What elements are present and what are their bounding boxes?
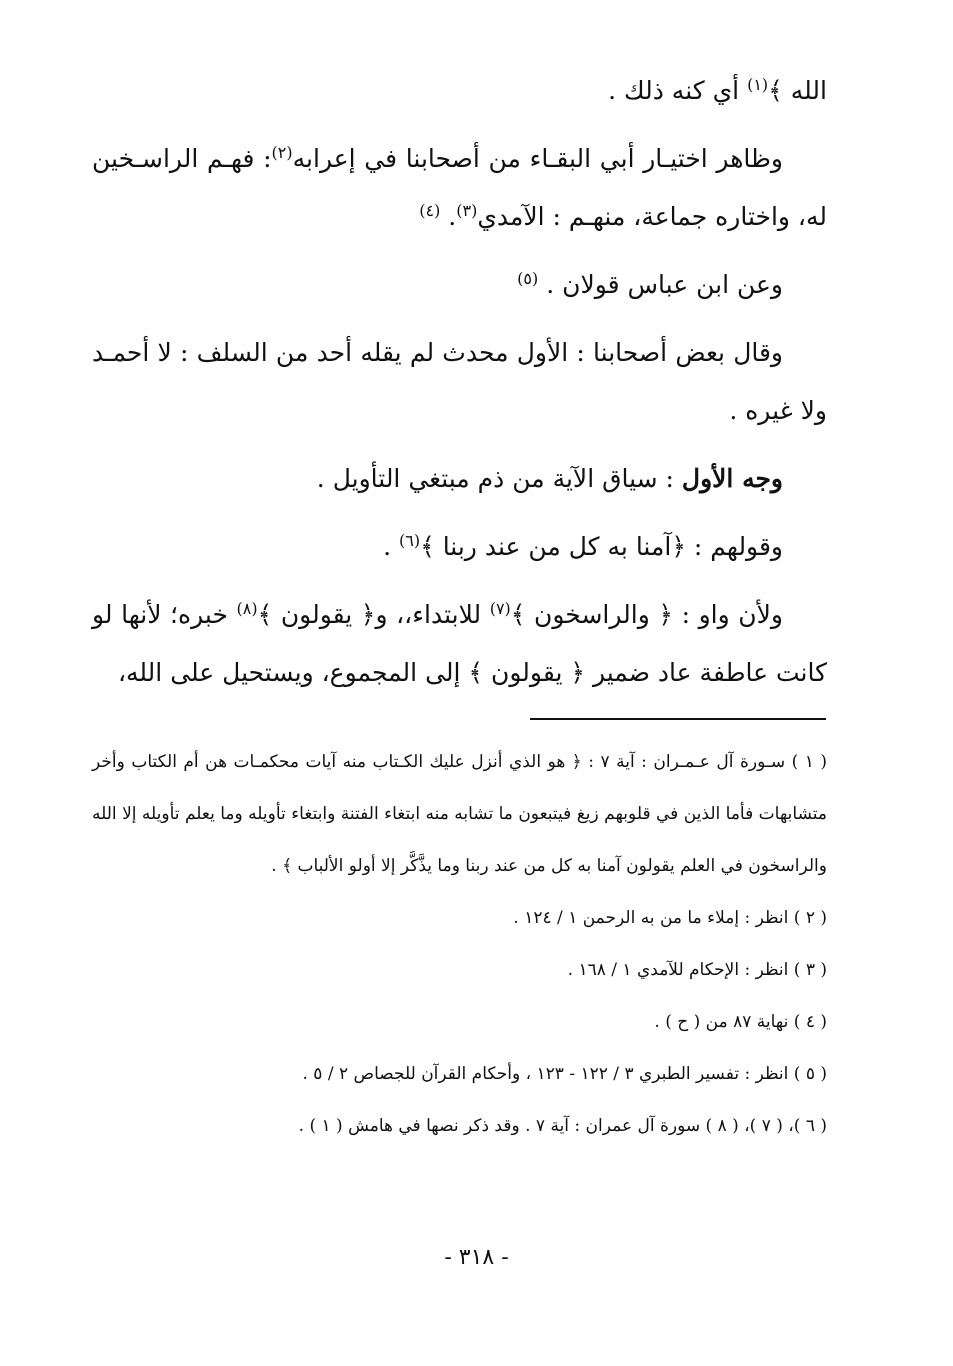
paragraph-5-text: : سياق الآية من ذم مبتغي التأويل . <box>316 464 682 493</box>
main-text <box>92 62 827 702</box>
footnote-separator <box>530 718 826 720</box>
paragraph-1-text-end: أي كنه ذلك . <box>608 76 748 105</box>
paragraph-5-heading: وجه الأول <box>681 464 783 493</box>
footnote-ref-6: (٦) <box>399 531 421 550</box>
paragraph-2 <box>92 130 827 246</box>
footnote-5: ( ٥ ) انظر : تفسير الطبري ٣ / ١٢٢ - ١٢٣ ، وأحكام القرآن للجصاص ٢ / ٥ . <box>302 1064 827 1084</box>
page-number: - ٣١٨ - <box>444 1245 509 1270</box>
footnote-ref-3: (٣) <box>456 201 478 220</box>
footnote-3: ( ٣ ) انظر : الإحكام للآمدي ١ / ١٦٨ . <box>567 960 827 980</box>
paragraph-6-text-end: . <box>383 532 399 561</box>
paragraph-7-text-c: خبره؛ لأنها لو كانت عاطفة عاد ضمير ﴿ يقولون ﴾ إلى المجموع، ويستحيل على الله، <box>92 600 827 687</box>
footnote-1: ( ١ ) سـورة آل عـمـران : آية ٧ : ﴿ هو الذي أنزل عليك الكـتاب منه آيات محكمـات هن أم الكتاب وأخر متشابهات فأما الذين في قلوبهم زيغ فيتبعون ما تشابه منه ابتغاء الفتنة وابتغاء تأويله وما يعلم تأويله إلا الله والراسخون في العلم يقولون آمنا به كل من عند ربنا وما يذَّكَّر إلا أولو الألباب ﴾ . <box>92 752 827 876</box>
footnote-6: ( ٦ )، ( ٧ )، ( ٨ ) سورة آل عمران : آية ٧ . وقد ذكر نصها في هامش ( ١ ) . <box>298 1116 827 1136</box>
footnotes <box>92 736 827 1152</box>
footnote-ref-5: (٥) <box>517 269 539 288</box>
paragraph-2-text: وظاهر اختيـار أبي البقـاء من أصحابنا في إعرابه <box>292 144 783 173</box>
footnote-2: ( ٢ ) انظر : إملاء ما من به الرحمن ١ / ١٢٤ . <box>513 908 827 928</box>
paragraph-6-text: وقولهم : ﴿آمنا به كل من عند ربنا ﴾ <box>420 532 783 561</box>
footnote-ref-1: (١) <box>747 75 769 94</box>
paragraph-1-text: الله ﴾ <box>768 76 827 105</box>
paragraph-1 <box>92 62 827 120</box>
footnote-ref-2: (٢) <box>271 143 293 162</box>
footnote-ref-7: (٧) <box>489 599 511 618</box>
paragraph-5 <box>92 450 827 508</box>
footnote-4: ( ٤ ) نهاية ٨٧ من ( ح ) . <box>654 1012 827 1032</box>
paragraph-4: وقال بعض أصحابنا : الأول محدث لم يقله أحد من السلف : لا أحمـد ولا غيره . <box>92 338 827 425</box>
paragraph-3-text: وعن ابن عباس قولان . <box>546 270 783 299</box>
paragraph-7 <box>92 586 827 702</box>
footnote-ref-4: (٤) <box>419 201 441 220</box>
paragraph-2-text-middle: : فهـم الراسـخين له، واختاره جماعة، منهـم : الآمدي <box>92 144 827 231</box>
paragraph-7-text-a: ولأن واو : ﴿ والراسخون ﴾ <box>510 600 783 629</box>
paragraph-6 <box>92 518 827 576</box>
paragraph-3 <box>92 256 827 314</box>
paragraph-7-text-b: للابتداء،، و﴿ يقولون ﴾ <box>257 600 490 629</box>
footnote-ref-8: (٨) <box>236 599 258 618</box>
paragraph-2-dot: . <box>448 202 457 231</box>
